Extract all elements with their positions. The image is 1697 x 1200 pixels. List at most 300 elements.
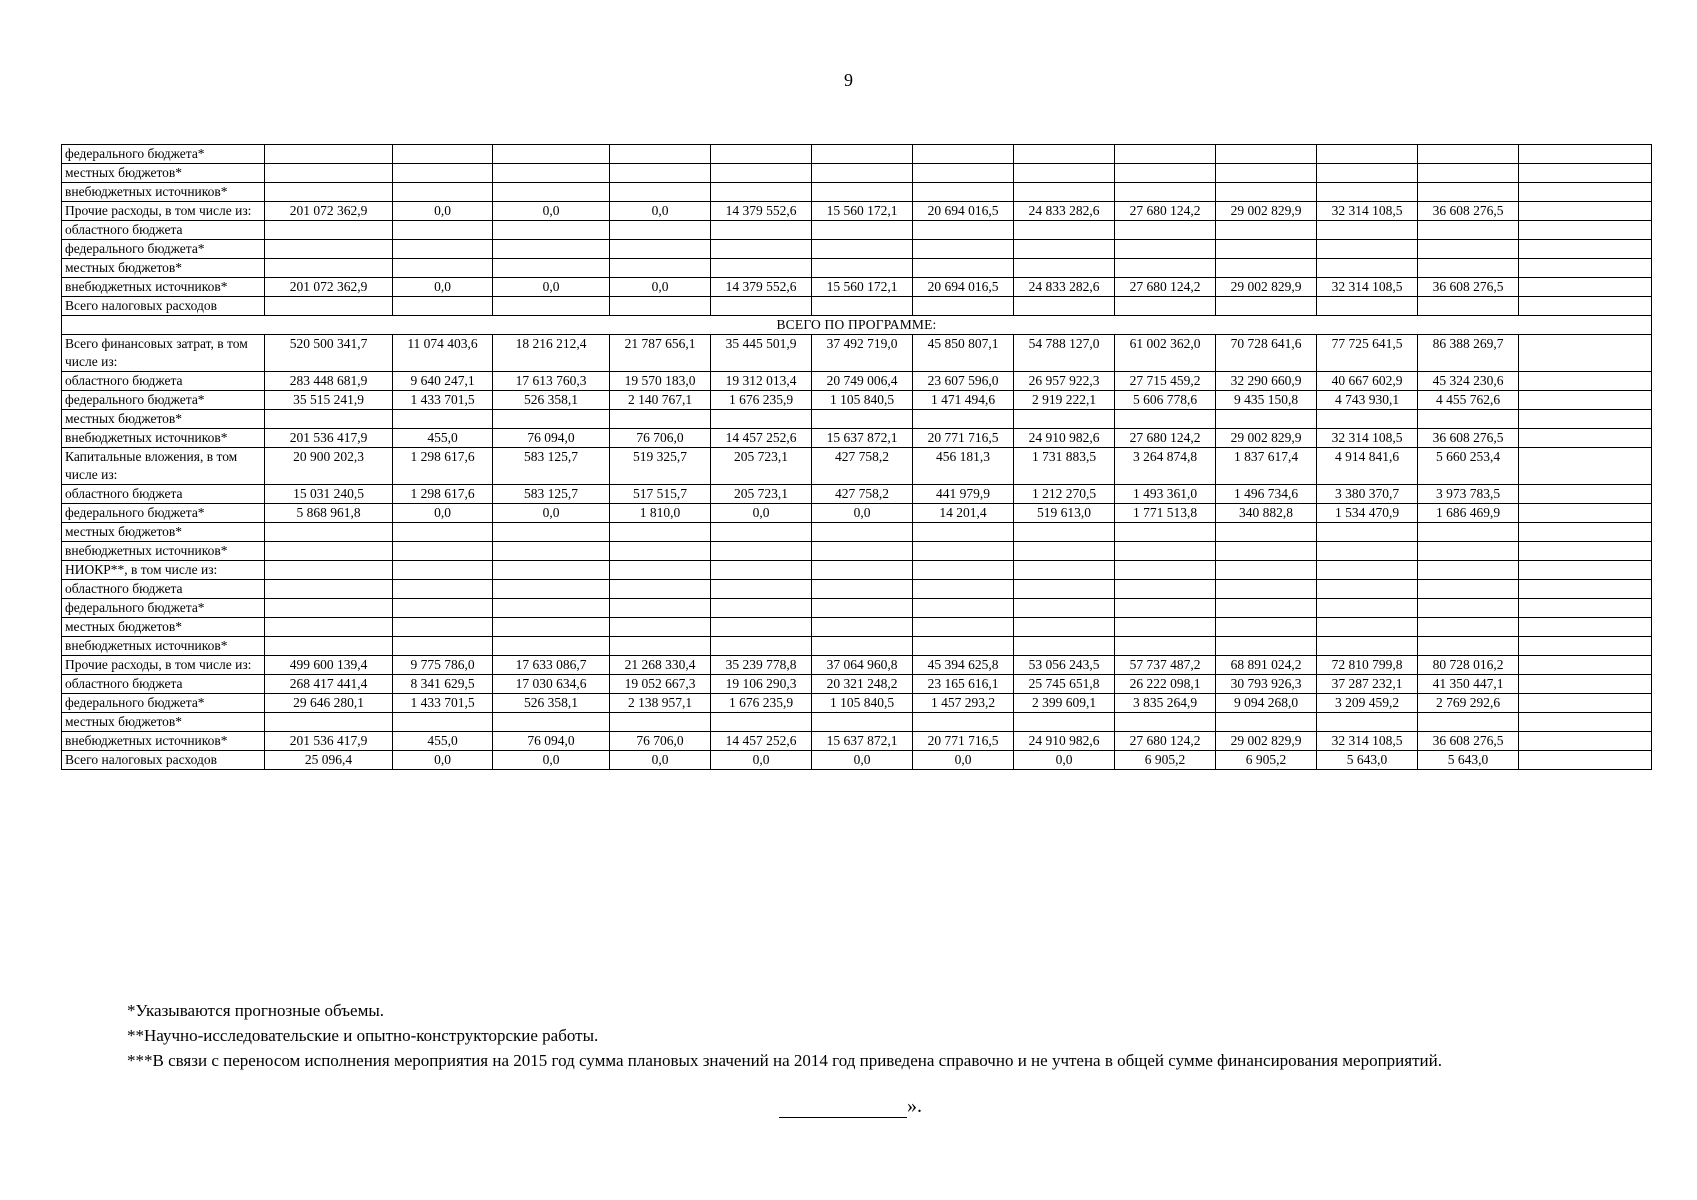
section-row-group (62, 316, 1652, 335)
blank-cell (1519, 694, 1652, 713)
row-label: федерального бюджета* (62, 145, 265, 164)
value-cell (393, 297, 493, 316)
value-cell (610, 183, 711, 202)
value-cell: 0,0 (393, 202, 493, 221)
value-cell: 0,0 (493, 202, 610, 221)
value-cell (393, 580, 493, 599)
value-cell (610, 164, 711, 183)
value-cell (1216, 145, 1317, 164)
value-cell: 1 496 734,6 (1216, 485, 1317, 504)
blank-cell (1519, 675, 1652, 694)
value-cell (1317, 240, 1418, 259)
value-cell: 0,0 (812, 751, 913, 770)
table-row (62, 391, 1652, 410)
value-cell (610, 240, 711, 259)
blank-cell (1519, 335, 1652, 372)
value-cell (1115, 637, 1216, 656)
value-cell (1216, 221, 1317, 240)
value-cell (1014, 637, 1115, 656)
value-cell (1418, 145, 1519, 164)
value-cell (1014, 542, 1115, 561)
value-cell (711, 599, 812, 618)
value-cell: 29 002 829,9 (1216, 278, 1317, 297)
value-cell (393, 542, 493, 561)
value-cell (1317, 713, 1418, 732)
value-cell (610, 297, 711, 316)
blank-cell (1519, 523, 1652, 542)
row-label: областного бюджета (62, 675, 265, 694)
value-cell (265, 599, 393, 618)
footnote: **Научно-исследовательские и опытно-конструкторские работы. (127, 1026, 599, 1045)
value-cell: 0,0 (1014, 751, 1115, 770)
blank-cell (1519, 240, 1652, 259)
value-cell: 20 771 716,5 (913, 732, 1014, 751)
value-cell (913, 561, 1014, 580)
value-cell (493, 240, 610, 259)
value-cell (493, 410, 610, 429)
value-cell (1418, 637, 1519, 656)
value-cell (1014, 713, 1115, 732)
value-cell (1115, 618, 1216, 637)
value-cell (1014, 164, 1115, 183)
blank-cell (1519, 221, 1652, 240)
row-label: Прочие расходы, в том числе из: (62, 202, 265, 221)
value-cell (265, 259, 393, 278)
value-cell: 1 676 235,9 (711, 694, 812, 713)
table-row (62, 504, 1652, 523)
value-cell (1317, 164, 1418, 183)
value-cell (812, 580, 913, 599)
value-cell (812, 221, 913, 240)
value-cell (1317, 580, 1418, 599)
value-cell (913, 164, 1014, 183)
value-cell: 37 064 960,8 (812, 656, 913, 675)
value-cell (711, 145, 812, 164)
value-cell: 1 105 840,5 (812, 694, 913, 713)
value-cell (1014, 561, 1115, 580)
value-cell: 1 471 494,6 (913, 391, 1014, 410)
value-cell: 3 835 264,9 (1115, 694, 1216, 713)
value-cell (913, 145, 1014, 164)
value-cell: 29 002 829,9 (1216, 732, 1317, 751)
table-row (62, 751, 1652, 770)
value-cell (265, 164, 393, 183)
value-cell: 9 094 268,0 (1216, 694, 1317, 713)
value-cell: 6 905,2 (1115, 751, 1216, 770)
value-cell (913, 410, 1014, 429)
value-cell (393, 183, 493, 202)
value-cell: 2 140 767,1 (610, 391, 711, 410)
value-cell (1216, 618, 1317, 637)
row-label: Всего налоговых расходов (62, 297, 265, 316)
value-cell: 0,0 (393, 504, 493, 523)
value-cell (1418, 259, 1519, 278)
row-label: внебюджетных источников* (62, 278, 265, 297)
value-cell: 72 810 799,8 (1317, 656, 1418, 675)
value-cell (265, 580, 393, 599)
row-label: внебюджетных источников* (62, 183, 265, 202)
value-cell (1317, 561, 1418, 580)
value-cell (1317, 145, 1418, 164)
value-cell: 526 358,1 (493, 391, 610, 410)
value-cell: 427 758,2 (812, 485, 913, 504)
value-cell: 205 723,1 (711, 448, 812, 485)
value-cell: 519 613,0 (1014, 504, 1115, 523)
value-cell: 19 052 667,3 (610, 675, 711, 694)
value-cell: 4 743 930,1 (1317, 391, 1418, 410)
value-cell (610, 259, 711, 278)
value-cell (493, 561, 610, 580)
table-row (62, 523, 1652, 542)
table-row (62, 221, 1652, 240)
value-cell: 68 891 024,2 (1216, 656, 1317, 675)
value-cell: 517 515,7 (610, 485, 711, 504)
value-cell: 20 900 202,3 (265, 448, 393, 485)
value-cell (393, 523, 493, 542)
table-row (62, 618, 1652, 637)
value-cell (393, 561, 493, 580)
value-cell (1216, 410, 1317, 429)
value-cell: 15 637 872,1 (812, 429, 913, 448)
value-cell: 20 321 248,2 (812, 675, 913, 694)
value-cell: 35 239 778,8 (711, 656, 812, 675)
value-cell: 0,0 (393, 751, 493, 770)
value-cell: 21 787 656,1 (610, 335, 711, 372)
value-cell (1014, 618, 1115, 637)
value-cell: 8 341 629,5 (393, 675, 493, 694)
value-cell: 1 837 617,4 (1216, 448, 1317, 485)
value-cell (393, 637, 493, 656)
value-cell (812, 297, 913, 316)
value-cell: 5 868 961,8 (265, 504, 393, 523)
value-cell: 32 314 108,5 (1317, 202, 1418, 221)
row-label: местных бюджетов* (62, 410, 265, 429)
value-cell (610, 713, 711, 732)
value-cell: 201 072 362,9 (265, 202, 393, 221)
value-cell: 340 882,8 (1216, 504, 1317, 523)
table-row (62, 259, 1652, 278)
value-cell: 0,0 (493, 751, 610, 770)
table-row (62, 713, 1652, 732)
row-label: областного бюджета (62, 580, 265, 599)
value-cell (1014, 523, 1115, 542)
value-cell (265, 145, 393, 164)
value-cell (711, 618, 812, 637)
value-cell (610, 145, 711, 164)
value-cell: 77 725 641,5 (1317, 335, 1418, 372)
table-row (62, 145, 1652, 164)
value-cell (493, 637, 610, 656)
row-label: местных бюджетов* (62, 259, 265, 278)
value-cell: 35 445 501,9 (711, 335, 812, 372)
value-cell: 520 500 341,7 (265, 335, 393, 372)
value-cell: 36 608 276,5 (1418, 429, 1519, 448)
table-row (62, 410, 1652, 429)
table-row (62, 542, 1652, 561)
value-cell (493, 259, 610, 278)
value-cell: 86 388 269,7 (1418, 335, 1519, 372)
value-cell (1115, 523, 1216, 542)
row-label: Прочие расходы, в том числе из: (62, 656, 265, 675)
value-cell (913, 713, 1014, 732)
row-label: областного бюджета (62, 372, 265, 391)
value-cell (1216, 561, 1317, 580)
value-cell (812, 637, 913, 656)
value-cell: 36 608 276,5 (1418, 202, 1519, 221)
value-cell: 1 298 617,6 (393, 485, 493, 504)
value-cell: 45 324 230,6 (1418, 372, 1519, 391)
value-cell (493, 542, 610, 561)
value-cell (265, 410, 393, 429)
value-cell (711, 523, 812, 542)
value-cell: 41 350 447,1 (1418, 675, 1519, 694)
value-cell: 61 002 362,0 (1115, 335, 1216, 372)
value-cell (493, 523, 610, 542)
value-cell: 441 979,9 (913, 485, 1014, 504)
value-cell (1216, 580, 1317, 599)
value-cell (1014, 297, 1115, 316)
value-cell: 4 914 841,6 (1317, 448, 1418, 485)
value-cell (1216, 713, 1317, 732)
row-label: областного бюджета (62, 221, 265, 240)
value-cell (1216, 542, 1317, 561)
value-cell (1115, 221, 1216, 240)
value-cell (1115, 259, 1216, 278)
blank-cell (1519, 372, 1652, 391)
blank-cell (1519, 429, 1652, 448)
value-cell: 20 749 006,4 (812, 372, 913, 391)
value-cell (913, 542, 1014, 561)
value-cell: 32 314 108,5 (1317, 732, 1418, 751)
value-cell (913, 297, 1014, 316)
value-cell: 76 706,0 (610, 732, 711, 751)
value-cell (1418, 580, 1519, 599)
value-cell (812, 145, 913, 164)
footnote: ***В связи с переносом исполнения мероприятия на 2015 год сумма плановых значений на 2014 год приведена справочно и не учтена в общей сумме финансирования мероприятий. (127, 1051, 1442, 1070)
row-label: Капитальные вложения, в том числе из: (62, 448, 265, 485)
value-cell: 53 056 243,5 (1014, 656, 1115, 675)
value-cell: 4 455 762,6 (1418, 391, 1519, 410)
value-cell (393, 145, 493, 164)
value-cell (1216, 297, 1317, 316)
value-cell: 24 910 982,6 (1014, 732, 1115, 751)
value-cell: 519 325,7 (610, 448, 711, 485)
table-row (62, 732, 1652, 751)
value-cell: 70 728 641,6 (1216, 335, 1317, 372)
value-cell (711, 259, 812, 278)
table-row (62, 429, 1652, 448)
value-cell (711, 713, 812, 732)
value-cell (1216, 637, 1317, 656)
value-cell: 19 570 183,0 (610, 372, 711, 391)
value-cell (1317, 523, 1418, 542)
value-cell (610, 637, 711, 656)
value-cell: 24 833 282,6 (1014, 202, 1115, 221)
value-cell: 24 910 982,6 (1014, 429, 1115, 448)
value-cell (1317, 542, 1418, 561)
value-cell: 35 515 241,9 (265, 391, 393, 410)
value-cell: 0,0 (711, 504, 812, 523)
value-cell (812, 618, 913, 637)
value-cell: 1 493 361,0 (1115, 485, 1216, 504)
value-cell (265, 561, 393, 580)
value-cell (812, 183, 913, 202)
value-cell: 1 433 701,5 (393, 694, 493, 713)
value-cell (1115, 713, 1216, 732)
blank-cell (1519, 391, 1652, 410)
value-cell: 11 074 403,6 (393, 335, 493, 372)
value-cell (913, 240, 1014, 259)
value-cell: 14 457 252,6 (711, 732, 812, 751)
table-row (62, 372, 1652, 391)
value-cell (711, 221, 812, 240)
value-cell (1014, 410, 1115, 429)
value-cell: 1 810,0 (610, 504, 711, 523)
value-cell (913, 259, 1014, 278)
value-cell: 36 608 276,5 (1418, 732, 1519, 751)
value-cell: 1 771 513,8 (1115, 504, 1216, 523)
row-label: внебюджетных источников* (62, 637, 265, 656)
closing-mark (779, 1095, 922, 1118)
value-cell (1115, 561, 1216, 580)
blank-cell (1519, 183, 1652, 202)
row-label: внебюджетных источников* (62, 429, 265, 448)
value-cell (1115, 183, 1216, 202)
value-cell: 21 268 330,4 (610, 656, 711, 675)
value-cell: 583 125,7 (493, 485, 610, 504)
value-cell: 29 002 829,9 (1216, 202, 1317, 221)
blank-cell (1519, 164, 1652, 183)
value-cell: 1 105 840,5 (812, 391, 913, 410)
value-cell: 15 031 240,5 (265, 485, 393, 504)
value-cell (812, 599, 913, 618)
value-cell (265, 713, 393, 732)
value-cell (1014, 259, 1115, 278)
value-cell (610, 618, 711, 637)
value-cell: 5 643,0 (1418, 751, 1519, 770)
value-cell: 0,0 (393, 278, 493, 297)
value-cell (1317, 259, 1418, 278)
table-row (62, 485, 1652, 504)
value-cell: 2 919 222,1 (1014, 391, 1115, 410)
value-cell (1418, 164, 1519, 183)
blank-cell (1519, 145, 1652, 164)
value-cell: 201 536 417,9 (265, 732, 393, 751)
value-cell: 15 637 872,1 (812, 732, 913, 751)
value-cell: 80 728 016,2 (1418, 656, 1519, 675)
blank-cell (1519, 637, 1652, 656)
value-cell: 5 660 253,4 (1418, 448, 1519, 485)
value-cell (1418, 523, 1519, 542)
value-cell (913, 599, 1014, 618)
value-cell (610, 561, 711, 580)
blank-cell (1519, 599, 1652, 618)
value-cell (493, 164, 610, 183)
value-cell: 1 731 883,5 (1014, 448, 1115, 485)
value-cell (265, 240, 393, 259)
value-cell: 37 492 719,0 (812, 335, 913, 372)
value-cell (393, 599, 493, 618)
value-cell (393, 164, 493, 183)
value-cell: 427 758,2 (812, 448, 913, 485)
value-cell (1014, 580, 1115, 599)
value-cell: 29 002 829,9 (1216, 429, 1317, 448)
table-row (62, 278, 1652, 297)
value-cell (1115, 164, 1216, 183)
value-cell: 283 448 681,9 (265, 372, 393, 391)
value-cell (610, 542, 711, 561)
value-cell (1014, 145, 1115, 164)
value-cell (1014, 240, 1115, 259)
table-row (62, 240, 1652, 259)
value-cell (913, 637, 1014, 656)
value-cell: 23 607 596,0 (913, 372, 1014, 391)
value-cell: 27 680 124,2 (1115, 278, 1216, 297)
value-cell: 0,0 (610, 278, 711, 297)
value-cell (1216, 259, 1317, 278)
blank-cell (1519, 504, 1652, 523)
row-label: федерального бюджета* (62, 504, 265, 523)
value-cell (1317, 618, 1418, 637)
value-cell (913, 580, 1014, 599)
value-cell (493, 221, 610, 240)
value-cell (610, 523, 711, 542)
value-cell (1418, 221, 1519, 240)
value-cell (493, 599, 610, 618)
value-cell (1115, 297, 1216, 316)
value-cell (812, 713, 913, 732)
value-cell: 9 435 150,8 (1216, 391, 1317, 410)
value-cell: 25 745 651,8 (1014, 675, 1115, 694)
value-cell: 1 298 617,6 (393, 448, 493, 485)
value-cell (812, 410, 913, 429)
value-cell (1317, 297, 1418, 316)
value-cell: 29 646 280,1 (265, 694, 393, 713)
value-cell (913, 183, 1014, 202)
blank-cell (1519, 732, 1652, 751)
value-cell (711, 580, 812, 599)
value-cell: 583 125,7 (493, 448, 610, 485)
value-cell: 5 606 778,6 (1115, 391, 1216, 410)
value-cell: 526 358,1 (493, 694, 610, 713)
section-title: ВСЕГО ПО ПРОГРАММЕ: (62, 316, 1652, 335)
blank-cell (1519, 202, 1652, 221)
value-cell: 23 165 616,1 (913, 675, 1014, 694)
table-row (62, 183, 1652, 202)
value-cell (1418, 599, 1519, 618)
value-cell: 26 957 922,3 (1014, 372, 1115, 391)
value-cell: 45 850 807,1 (913, 335, 1014, 372)
value-cell: 499 600 139,4 (265, 656, 393, 675)
value-cell (493, 145, 610, 164)
row-label: федерального бюджета* (62, 240, 265, 259)
value-cell (265, 523, 393, 542)
value-cell (812, 240, 913, 259)
financing-table (61, 144, 1652, 770)
value-cell: 76 094,0 (493, 429, 610, 448)
value-cell (711, 240, 812, 259)
value-cell (1115, 542, 1216, 561)
value-cell (711, 410, 812, 429)
closing-quote: ». (907, 1095, 922, 1117)
value-cell: 1 433 701,5 (393, 391, 493, 410)
table-row (62, 297, 1652, 316)
value-cell (812, 164, 913, 183)
value-cell: 14 379 552,6 (711, 202, 812, 221)
value-cell: 1 686 469,9 (1418, 504, 1519, 523)
value-cell (1418, 297, 1519, 316)
row-label: федерального бюджета* (62, 391, 265, 410)
